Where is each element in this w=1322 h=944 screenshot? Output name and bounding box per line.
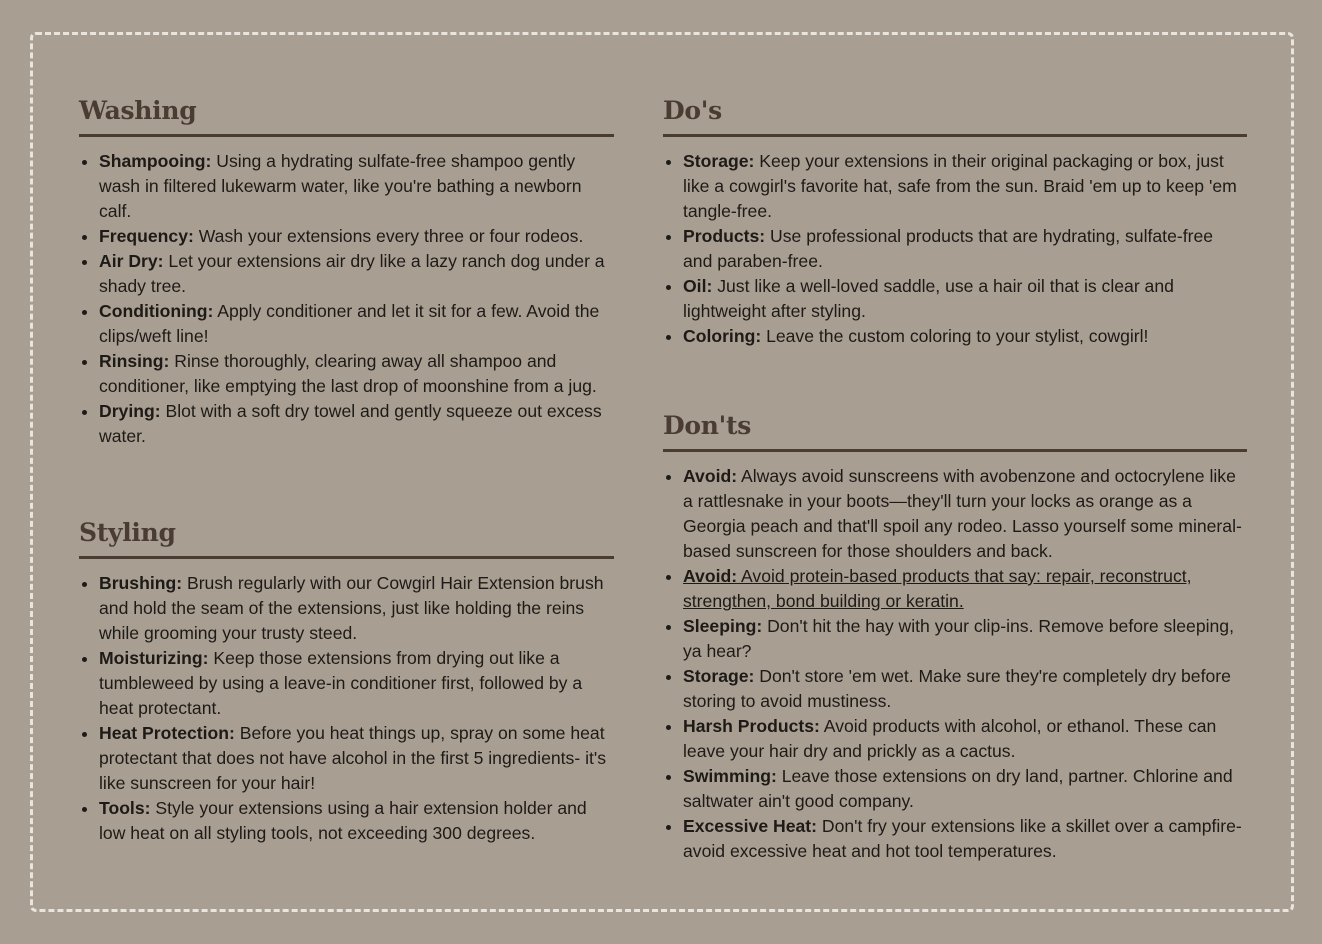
styling-list <box>79 571 614 846</box>
right-column <box>663 96 1247 864</box>
list-item <box>99 349 614 399</box>
item-text: Using a hydrating sulfate-free shampoo gently wash in filtered lukewarm water, like you're bathing a newborn calf. <box>99 151 582 221</box>
item-label: Storage: <box>683 666 755 686</box>
list-item <box>99 796 614 846</box>
item-text: Before you heat things up, spray on some heat protectant that does not have alcohol in the first 5 ingredients- it's like sunscreen for your hair! <box>99 723 607 793</box>
item-label: Heat Protection: <box>99 723 235 743</box>
item-label: Avoid: <box>683 466 738 486</box>
styling-heading: Styling <box>79 518 614 559</box>
list-item <box>99 149 614 224</box>
item-label: Frequency: <box>99 226 194 246</box>
item-text: Let your extensions air dry like a lazy ranch dog under a shady tree. <box>99 251 605 296</box>
dos-section <box>663 96 1247 349</box>
item-label: Products: <box>683 226 766 246</box>
item-text: Brush regularly with our Cowgirl Hair Extension brush and hold the seam of the extensions, just like holding the reins while grooming your trusty steed. <box>99 573 604 643</box>
washing-heading: Washing <box>79 96 614 137</box>
item-text: Don't hit the hay with your clip-ins. Remove before sleeping, ya hear? <box>683 616 1234 661</box>
item-text: Style your extensions using a hair extension holder and low heat on all styling tools, not exceeding 300 degrees. <box>99 798 587 843</box>
item-label: Oil: <box>683 276 713 296</box>
list-item <box>683 814 1247 864</box>
donts-list <box>663 464 1247 864</box>
list-item <box>99 299 614 349</box>
item-text: Just like a well-loved saddle, use a hair oil that is clear and lightweight after styling. <box>683 276 1174 321</box>
item-text: Keep those extensions from drying out like a tumbleweed by using a leave-in conditioner first, followed by a heat protectant. <box>99 648 583 718</box>
list-item <box>683 614 1247 664</box>
list-item <box>99 721 614 796</box>
donts-heading: Don'ts <box>663 411 1247 452</box>
item-label: Shampooing: <box>99 151 212 171</box>
list-item <box>683 664 1247 714</box>
item-label: Brushing: <box>99 573 183 593</box>
dos-heading: Do's <box>663 96 1247 137</box>
item-label: Conditioning: <box>99 301 214 321</box>
dos-list <box>663 149 1247 349</box>
item-label: Tools: <box>99 798 151 818</box>
list-item <box>683 274 1247 324</box>
item-label: Sleeping: <box>683 616 763 636</box>
list-item <box>99 399 614 449</box>
list-item <box>683 324 1247 349</box>
item-label: Avoid: <box>683 566 738 586</box>
item-label: Harsh Products: <box>683 716 820 736</box>
styling-section <box>79 518 614 846</box>
item-label: Coloring: <box>683 326 762 346</box>
item-label: Excessive Heat: <box>683 816 817 836</box>
item-label: Storage: <box>683 151 755 171</box>
item-label: Swimming: <box>683 766 777 786</box>
donts-section <box>663 411 1247 864</box>
list-item <box>99 571 614 646</box>
item-text: Don't store 'em wet. Make sure they're completely dry before storing to avoid mustiness. <box>683 666 1231 711</box>
item-text: Use professional products that are hydrating, sulfate-free and paraben-free. <box>683 226 1214 271</box>
item-label: Moisturizing: <box>99 648 209 668</box>
item-text: Apply conditioner and let it sit for a few. Avoid the clips/weft line! <box>99 301 600 346</box>
item-text: Rinse thoroughly, clearing away all shampoo and conditioner, like emptying the last drop of moonshine from a jug. <box>99 351 597 396</box>
list-item <box>683 714 1247 764</box>
item-text: Always avoid sunscreens with avobenzone and octocrylene like a rattlesnake in your boots—they'll turn your locks as orange as a Georgia peach and that'll spoil any rodeo. Lasso yourself some mineral-based sunscreen for those shoulders and back. <box>683 466 1242 561</box>
list-item <box>683 149 1247 224</box>
list-item <box>683 464 1247 564</box>
item-label: Rinsing: <box>99 351 170 371</box>
washing-section <box>79 96 614 449</box>
list-item <box>99 249 614 299</box>
list-item <box>683 224 1247 274</box>
list-item <box>99 646 614 721</box>
item-text: Avoid products with alcohol, or ethanol. These can leave your hair dry and prickly as a cactus. <box>683 716 1217 761</box>
list-item <box>683 564 1247 614</box>
item-text: Leave the custom coloring to your stylist, cowgirl! <box>761 326 1149 346</box>
item-text: Don't fry your extensions like a skillet over a campfire- avoid excessive heat and hot tool temperatures. <box>683 816 1242 861</box>
item-text: Keep your extensions in their original packaging or box, just like a cowgirl's favorite hat, safe from the sun. Braid 'em up to keep 'em tangle-free. <box>683 151 1237 221</box>
item-text: Blot with a soft dry towel and gently squeeze out excess water. <box>99 401 602 446</box>
item-label: Air Dry: <box>99 251 164 271</box>
washing-list <box>79 149 614 449</box>
item-text: Wash your extensions every three or four rodeos. <box>193 226 584 246</box>
item-text: Leave those extensions on dry land, partner. Chlorine and saltwater ain't good company. <box>683 766 1233 811</box>
item-label: Drying: <box>99 401 161 421</box>
list-item <box>683 764 1247 814</box>
item-text: Avoid protein-based products that say: repair, reconstruct, strengthen, bond building or keratin. <box>683 566 1192 611</box>
list-item <box>99 224 614 249</box>
left-column <box>79 96 614 846</box>
